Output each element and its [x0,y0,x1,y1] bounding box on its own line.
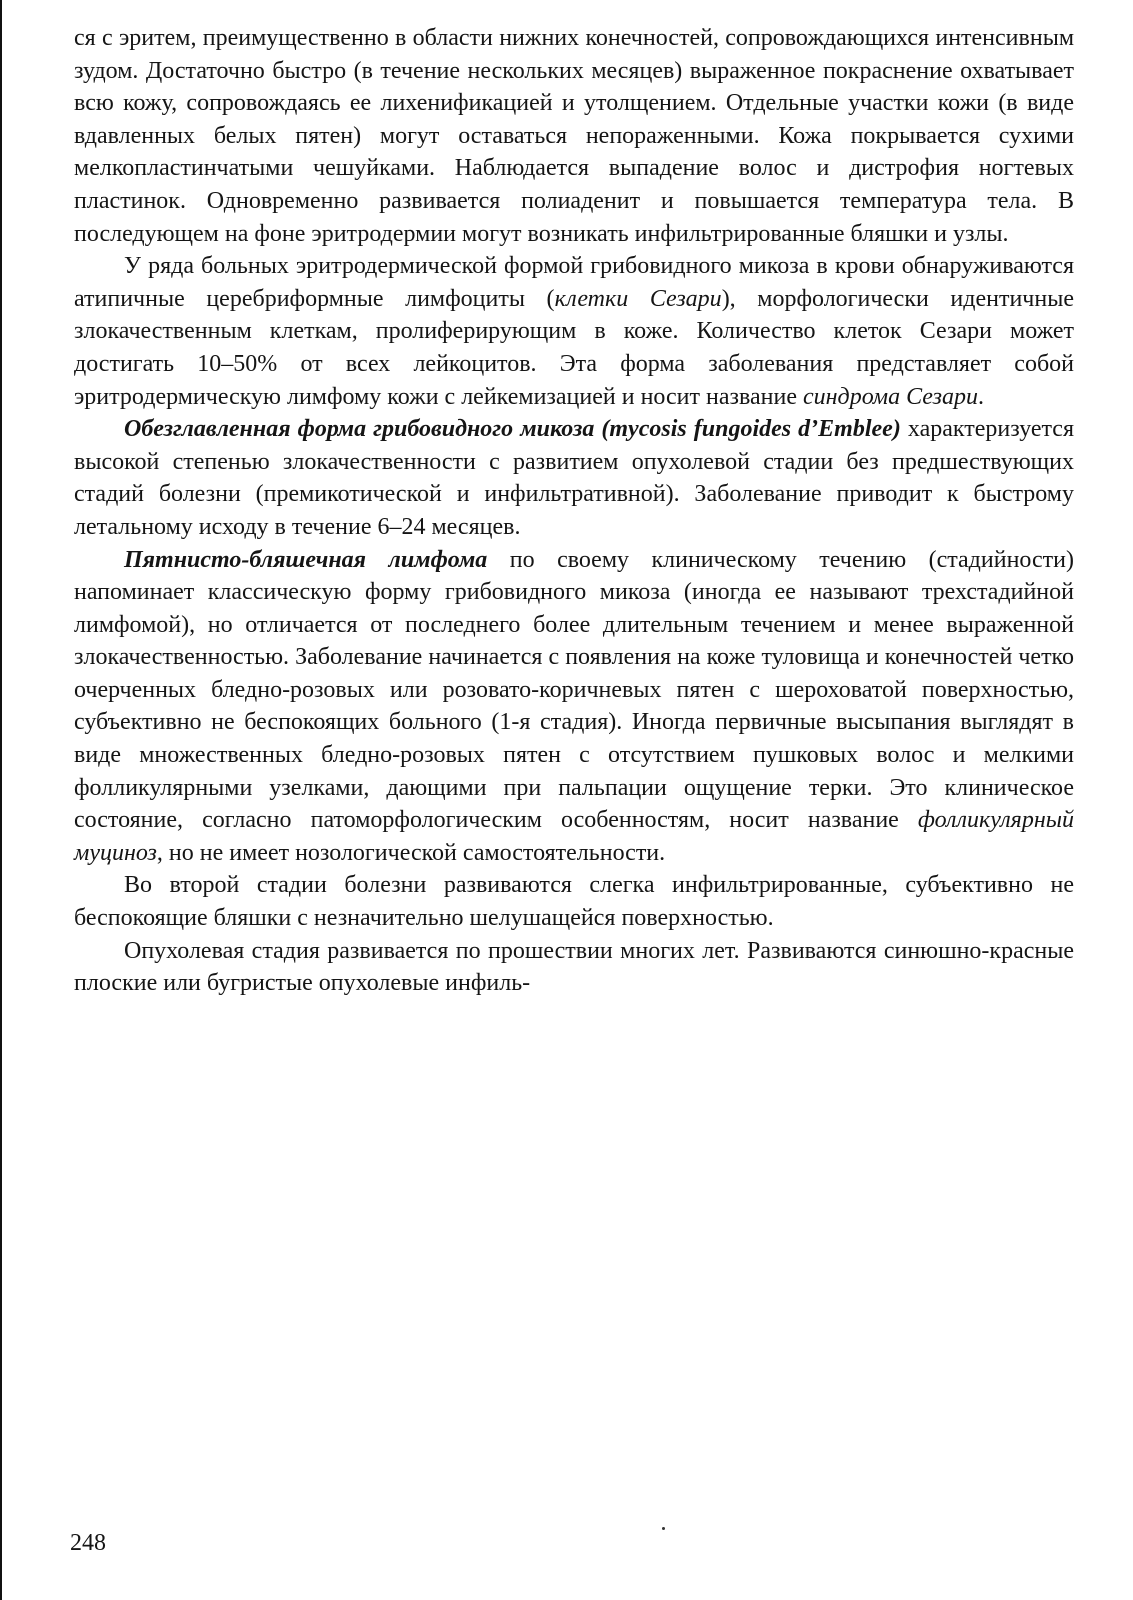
bold-italic-term-demblee: Обезглавленная форма грибовидного микоза (mycosis fungoides d’Emblee) [124,416,901,443]
paragraph-5 [74,869,1074,934]
text-run: ся с эритем, преимущественно в области нижних конечностей, сопровождающихся интенсивным зудом. Достаточно быстро (в течение нескольких месяцев) выраженное покраснение охватывает всю кожу, сопровождаясь ее лихенификацией и утолщением. Отдельные участки кожи (в виде вдавленных белых пятен) могут оставаться непораженными. Кожа покрывается сухими мелкопластинчатыми чешуйками. Наблюдается выпадение волос и дистрофия ногтевых пластинок. Одновременно развивается полиаденит и повышается температура тела. В последующем на фоне эритродермии могут возникать инфильтрированные бляшки и узлы. [74,25,1074,247]
body-text [74,22,1074,1000]
italic-term-sezary-cells: клетки Сезари [554,285,722,312]
text-run: У ряда больных эритродермической формой грибовидного микоза в крови обнаруживаются атипичные церебриформные лимфоциты ( [74,253,1074,312]
page-number: 248 [70,1530,106,1556]
paragraph-6 [74,935,1074,1000]
text-run: Опухолевая стадия развивается по прошествии многих лет. Развиваются синюшно-красные плоские или бугристые опухолевые инфиль- [74,937,1074,997]
text-run: , но не имеет нозологической самостоятельности. [156,839,666,866]
bold-italic-term-patch-plaque: Пятнисто-бляшечная лимфома [124,546,488,573]
text-run: Во второй стадии болезни развиваются слегка инфильтрированные, субъективно не беспокоящие бляшки с незначительно шелушащейся поверхностью. [74,872,1074,932]
paragraph-3 [74,413,1074,543]
paragraph-4 [74,544,1074,870]
scan-speck [662,1527,665,1530]
paragraph-2 [74,250,1074,413]
text-run: ), морфологически идентичные злокачественным клеткам, пролиферирующим в коже. Количество клеток Сезари может достигать 10–50% от всех лейкоцитов. Эта форма заболевания представляет собой эритродермическую лимфому кожи с лейкемизацией и носит название [74,285,1074,410]
text-run: . [977,383,984,410]
italic-term-follicular-mucinosis: фолликулярный муциноз [74,807,1074,866]
text-run: характеризуется высокой степенью злокачественности с развитием опухолевой стадии без предшествующих стадий болезни (премикотической и инфильтративной). Заболевание приводит к быстрому летальному исходу в течение 6–24 месяцев. [74,416,1074,540]
text-run: по своему клиническому течению (стадийности) напоминает классическую форму грибовидного микоза (иногда ее называют трехстадийной лимфомой), но отличается от последнего более длительным течением и менее выраженной злокачественностью. Заболевание начинается с появления на коже туловища и конечностей четко очерченных бледно-розовых или розовато-коричневых пятен с шероховатой поверхностью, субъективно не беспокоящих больного (1-я стадия). Иногда первичные высыпания выглядят в виде множественных бледно-розовых пятен с отсутствием пушковых волос и мелкими фолликулярными узелками, дающими при пальпации ощущение терки. Это клиническое состояние, согласно патоморфологическим особенностям, носит название [74,546,1074,834]
italic-term-sezary-syndrome: синдрома Сезари [803,383,978,410]
paragraph-1 [74,22,1074,250]
